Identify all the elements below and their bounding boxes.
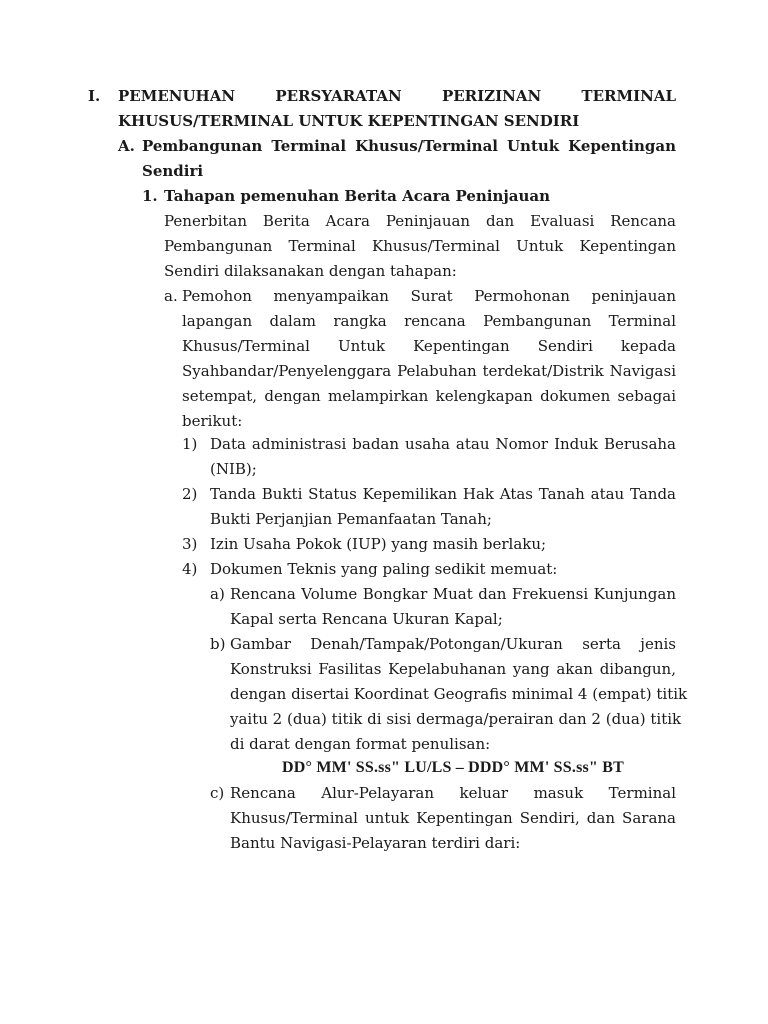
item-a-line-1: Pemohon menyampaikan Surat Permohonan peninjauan xyxy=(182,287,676,305)
list-1-marker: 1) xyxy=(182,435,198,453)
list-4-line-1: Dokumen Teknis yang paling sedikit memuat: xyxy=(210,560,558,578)
sublist-b-marker: b) xyxy=(210,635,226,653)
intro-line-2: Pembangunan Terminal Khusus/Terminal Untuk Kepentingan xyxy=(164,237,676,255)
sublist-a-line-1: Rencana Volume Bongkar Muat dan Frekuensi Kunjungan xyxy=(230,585,676,603)
intro-line-1: Penerbitan Berita Acara Peninjauan dan Evaluasi Rencana xyxy=(164,212,676,230)
sublist-b-line-3: dengan disertai Koordinat Geografis minimal 4 (empat) titik xyxy=(230,685,688,703)
list-1-line-1: Data administrasi badan usaha atau Nomor Induk Berusaha xyxy=(210,435,676,453)
subsection-marker: A. xyxy=(118,137,135,155)
sublist-c-line-3: Bantu Navigasi-Pelayaran terdiri dari: xyxy=(230,834,521,852)
intro-line-3: Sendiri dilaksanakan dengan tahapan: xyxy=(164,262,457,280)
list-2-line-1: Tanda Bukti Status Kepemilikan Hak Atas Tanah atau Tanda xyxy=(210,485,676,503)
item-a-line-3: Khusus/Terminal Untuk Kepentingan Sendiri kepada xyxy=(182,337,676,355)
list-2-line-2: Bukti Perjanjian Pemanfaatan Tanah; xyxy=(210,510,492,528)
subsection-title-line-1: Pembangunan Terminal Khusus/Terminal Untuk Kepentingan xyxy=(142,137,676,155)
coordinate-format: DD° MM' SS.ss" LU/LS – DDD° MM' SS.ss" BT xyxy=(282,759,624,776)
sublist-b-line-5: di darat dengan format penulisan: xyxy=(230,735,491,753)
item-1-title: Tahapan pemenuhan Berita Acara Peninjauan xyxy=(164,187,551,205)
item-a-marker: a. xyxy=(164,287,178,305)
sublist-b-line-1: Gambar Denah/Tampak/Potongan/Ukuran serta jenis xyxy=(230,635,676,653)
sublist-c-line-2: Khusus/Terminal untuk Kepentingan Sendiri, dan Sarana xyxy=(230,809,676,827)
sublist-b-line-2: Konstruksi Fasilitas Kepelabuhanan yang akan dibangun, xyxy=(230,660,676,678)
section-title-line-2: KHUSUS/TERMINAL UNTUK KEPENTINGAN SENDIRI xyxy=(118,112,580,130)
section-title-line-1: PEMENUHAN PERSYARATAN PERIZINAN TERMINAL xyxy=(118,87,676,105)
item-1-marker: 1. xyxy=(142,187,158,205)
sublist-a-line-2: Kapal serta Rencana Ukuran Kapal; xyxy=(230,610,503,628)
item-a-line-4: Syahbandar/Penyelenggara Pelabuhan terdekat/Distrik Navigasi xyxy=(182,362,676,380)
sublist-b-line-4: yaitu 2 (dua) titik di sisi dermaga/perairan dan 2 (dua) titik xyxy=(230,710,682,728)
list-3-line-1: Izin Usaha Pokok (IUP) yang masih berlaku; xyxy=(210,535,547,553)
item-a-line-6: berikut: xyxy=(182,412,243,430)
sublist-a-marker: a) xyxy=(210,585,225,603)
subsection-title-line-2: Sendiri xyxy=(142,162,204,180)
list-4-marker: 4) xyxy=(182,560,198,578)
sublist-c-marker: c) xyxy=(210,784,225,802)
item-a-line-2: lapangan dalam rangka rencana Pembangunan Terminal xyxy=(182,312,676,330)
sublist-c-line-1: Rencana Alur-Pelayaran keluar masuk Terminal xyxy=(230,784,676,802)
section-number: I. xyxy=(88,87,101,105)
list-1-line-2: (NIB); xyxy=(210,460,257,478)
list-2-marker: 2) xyxy=(182,485,198,503)
list-3-marker: 3) xyxy=(182,535,198,553)
item-a-line-5: setempat, dengan melampirkan kelengkapan dokumen sebagai xyxy=(182,387,676,405)
